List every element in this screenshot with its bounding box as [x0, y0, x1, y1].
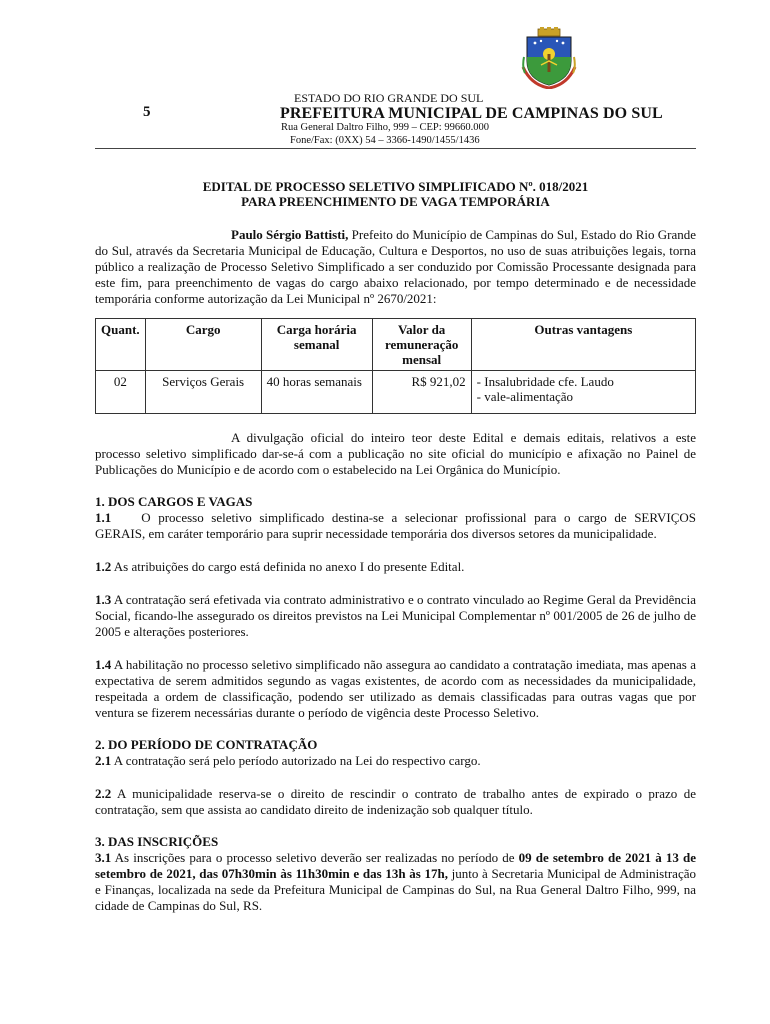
para-1-4-text: A habilitação no processo seletivo simplificado não assegura ao candidato a contratação imediata, mas apenas a expectativa de serem admitidos segundo as vagas existentes, de acordo com as necessidades da municipalidade, respeitada a ordem de classificação, podendo ser utilizado as demais classificadas para outras vagas que por ventura se fizerem necessárias durante o período de vigência deste Processo Seletivo.: [95, 657, 696, 720]
coat-of-arms-icon: [521, 27, 577, 89]
para-1-2-text: As atribuições do cargo está definida no anexo I do presente Edital.: [111, 559, 465, 574]
col-carga: Carga horária semanal: [261, 319, 372, 371]
col-quant: Quant.: [96, 319, 146, 371]
para-1-4: [95, 657, 696, 721]
para-1-1: [95, 510, 696, 542]
para-1-3-num: 1.3: [95, 592, 112, 607]
para-1-2: [95, 559, 696, 575]
cell-valor: R$ 921,02: [372, 371, 471, 414]
col-vantagens: Outras vantagens: [471, 319, 695, 371]
para-3-1-period: 09 de setembro de 2021 à 13 de setembro de 2021, das 07h30min às 11h30min e das 13h às 17h,: [95, 850, 696, 881]
para-1-4-num: 1.4: [95, 657, 112, 672]
header-divider: [95, 148, 696, 149]
intro-text: Prefeito do Município de Campinas do Sul, Estado do Rio Grande do Sul, através da Secretaria Municipal de Educação, Cultura e Desportos, no uso de suas atribuições legais, torna público a realização de Processo Seletivo Simplificado a ser conduzido por Comissão Processante designada para este fim, para preenchimento de vagas do cargo abaixo relacionado, por tempo determinado e de necessidade temporária conforme autorização da Lei Municipal nº 2670/2021:: [95, 227, 697, 306]
edital-title-line1: EDITAL DE PROCESSO SELETIVO SIMPLIFICADO Nº. 018/2021: [202, 179, 589, 194]
para-2-1-text: A contratação será pelo período autorizado na Lei do respectivo cargo.: [111, 753, 481, 768]
cell-quant: 02: [96, 371, 146, 414]
para-3-1-num: 3.1: [95, 850, 112, 865]
section1-title: 1. DOS CARGOS E VAGAS: [95, 494, 253, 509]
document-body: [95, 179, 696, 914]
para-1-1-num: 1.1: [95, 510, 112, 525]
section3-title: 3. DAS INSCRIÇÕES: [95, 834, 219, 849]
table-row: [96, 371, 696, 414]
mayor-name: Paulo Sérgio Battisti,: [231, 227, 349, 242]
para-3-1-text-b: junto à Secretaria Municipal de Administração e Finanças, localizada na sede da Prefeitura Municipal de Campinas do Sul, na Rua General Daltro Filho, 999, na cidade de Campinas do Sul, RS.: [95, 866, 696, 913]
para-2-2-num: 2.2: [95, 786, 112, 801]
para-3-1: [95, 850, 696, 914]
vantagem-vale: - vale-alimentação: [476, 389, 574, 404]
divulgacao-paragraph: A divulgação oficial do inteiro teor deste Edital e demais editais, relativos a este processo seletivo simplificado dar-se-á com a publicação no site oficial do município e afixação no Painel de Publicações do Município e de acordo com o estabelecido na Lei Orgânica do Município.: [95, 430, 696, 477]
cell-carga: 40 horas semanais: [261, 371, 372, 414]
para-1-3: [95, 592, 696, 640]
para-1-3-text: A contratação será efetivada via contrato administrativo e o contrato vinculado ao Regime Geral da Previdência Social, ficando-lhe assegurado os direitos previstos na Lei Municipal Complementar nº 001/2005 de 26 de julho de 2005 e alterações posteriores.: [95, 592, 696, 639]
header-phone: Fone/Fax: (0XX) 54 – 3366-1490/1455/1436: [290, 135, 480, 146]
section2-title: 2. DO PERÍODO DE CONTRATAÇÃO: [95, 737, 318, 752]
vantagem-insalubridade: - Insalubridade cfe. Laudo: [476, 374, 614, 389]
header-city-hall: PREFEITURA MUNICIPAL DE CAMPINAS DO SUL: [280, 105, 663, 122]
header-state: ESTADO DO RIO GRANDE DO SUL: [294, 91, 484, 105]
para-2-1-num: 2.1: [95, 753, 112, 768]
para-2-1: [95, 753, 696, 769]
para-1-2-num: 1.2: [95, 559, 112, 574]
cell-vantagens: [471, 371, 695, 414]
header-address: Rua General Daltro Filho, 999 – CEP: 99660.000: [281, 122, 489, 133]
page-number: 5: [143, 104, 151, 120]
cell-cargo: Serviços Gerais: [145, 371, 261, 414]
para-3-1-text-a: As inscrições para o processo seletivo deverão ser realizadas no período de: [111, 850, 519, 865]
para-2-2-text: A municipalidade reserva-se o direito de rescindir o contrato de trabalho antes de expirado o prazo de contratação, sem que assista ao candidato direito de indenização sob qualquer título.: [95, 786, 696, 817]
para-2-2: [95, 786, 696, 818]
intro-paragraph: [95, 227, 696, 307]
edital-title-line2: PARA PREENCHIMENTO DE VAGA TEMPORÁRIA: [241, 194, 550, 209]
col-valor: Valor da remuneração mensal: [372, 319, 471, 371]
para-1-1-text: O processo seletivo simplificado destina-se a selecionar profissional para o cargo de SERVIÇOS GERAIS, em caráter temporário para suprir necessidade temporária dos diversos setores da municipalidade.: [95, 510, 696, 541]
table-header-row: [96, 319, 696, 371]
col-cargo: Cargo: [145, 319, 261, 371]
vacancy-table: [95, 318, 696, 414]
